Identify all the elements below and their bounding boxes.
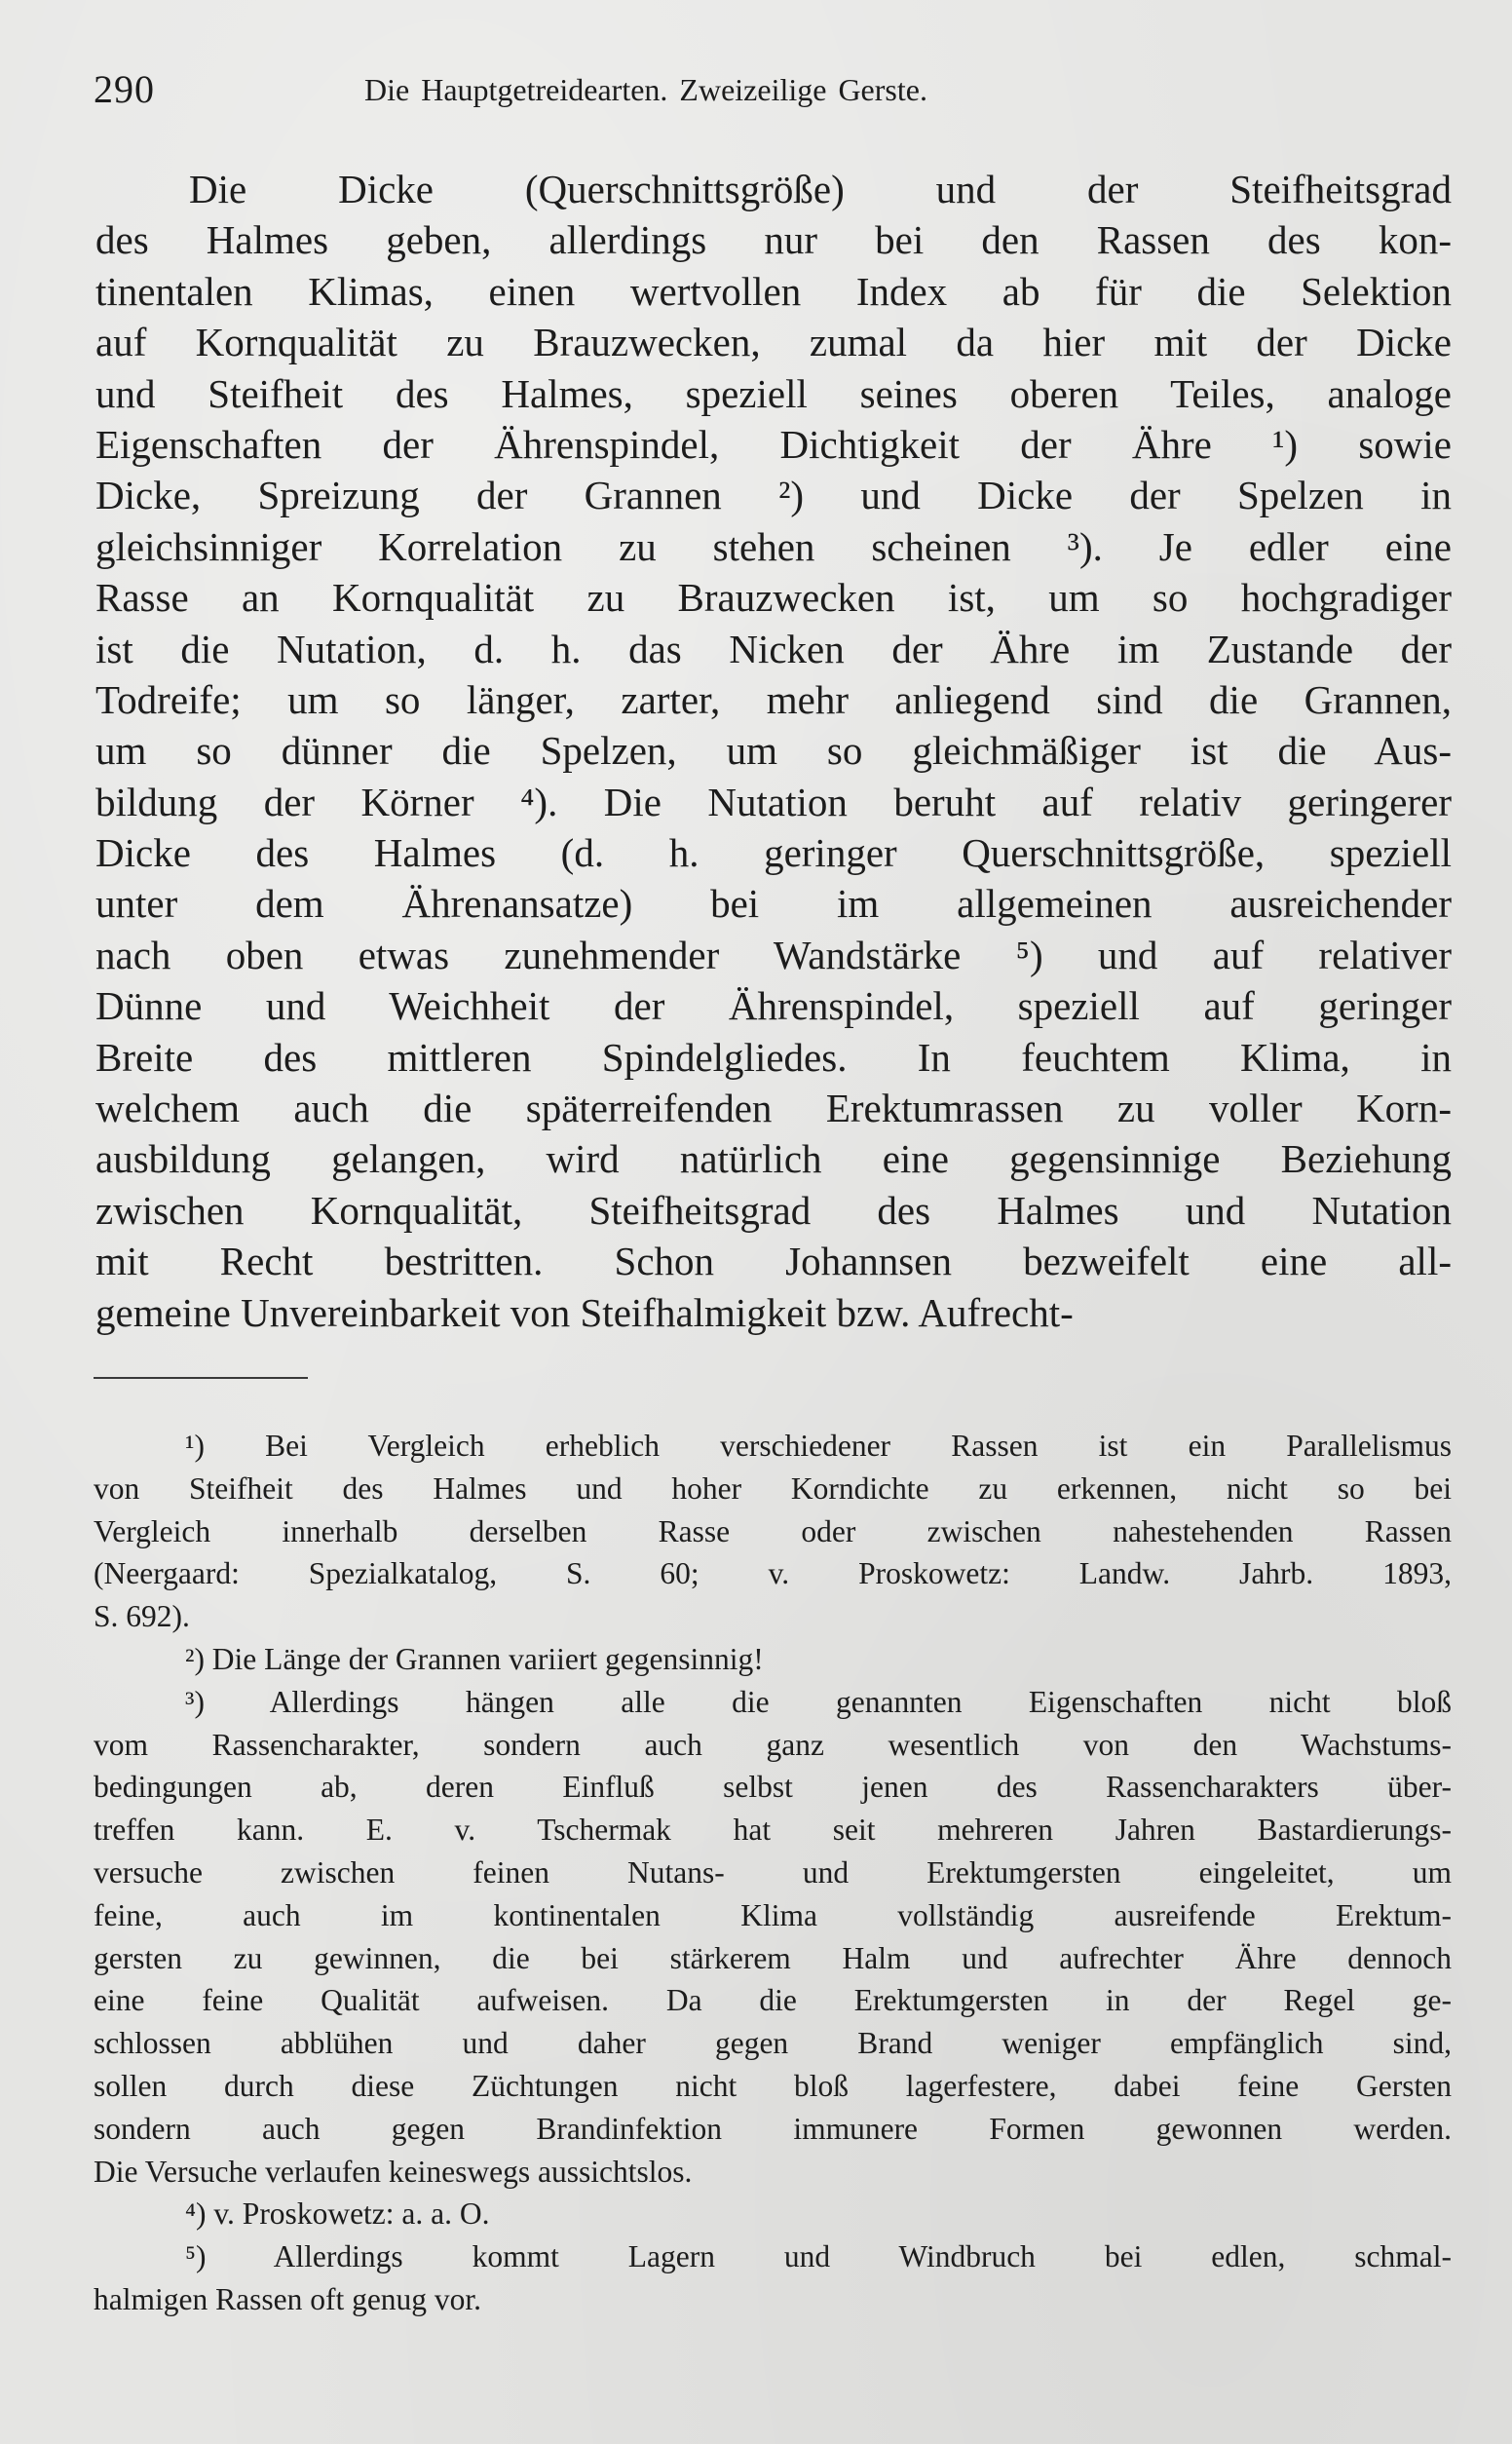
main-paragraph (95, 164, 1452, 1338)
footnote-line: ⁵) Allerdings kommt Lagern und Windbruch bei edlen, schmal- (185, 2239, 1452, 2274)
footnote-line: Vergleich innerhalb derselben Rasse oder zwischen nahestehenden Rassen (94, 1513, 1452, 1548)
footnote-line: ³) Allerdings hängen alle die genannten Eigenschaften nicht bloß (185, 1684, 1452, 1719)
footnote-line: Die Versuche verlaufen keineswegs aussichtslos. (94, 2154, 693, 2189)
body-line: Die Dicke (Querschnittsgröße) und der Steifheitsgrad (189, 167, 1452, 211)
body-line: und Steifheit des Halmes, speziell seines oberen Teiles, analoge (95, 370, 1452, 416)
body-line: welchem auch die späterreifenden Erektumrassen zu voller Korn- (95, 1086, 1452, 1131)
footnote-line: versuche zwischen feinen Nutans- und Erektumgersten eingeleitet, um (94, 1854, 1452, 1890)
body-line: Todreife; um so länger, zarter, mehr anliegend sind die Grannen, (95, 676, 1452, 722)
body-line: zwischen Kornqualität, Steifheitsgrad des Halmes und Nutation (95, 1187, 1452, 1233)
body-line: Rasse an Kornqualität zu Brauzwecken ist, um so hochgradiger (95, 575, 1452, 621)
footnote-line: sondern auch gegen Brandinfektion immunere Formen gewonnen werden. (94, 2111, 1452, 2146)
body-line: Eigenschaften der Ährenspindel, Dichtigkeit der Ähre ¹) sowie (95, 421, 1452, 467)
body-line: Breite des mittleren Spindelgliedes. In feuchtem Klima, in (95, 1034, 1452, 1080)
footnote-line: ²) Die Länge der Grannen variiert gegensinnig! (185, 1641, 764, 1676)
body-line: gleichsinniger Korrelation zu stehen scheinen ³). Je edler eine (95, 523, 1452, 569)
body-line: unter dem Ährenansatze) bei im allgemeinen ausreichender (95, 881, 1452, 927)
footnote-line: S. 692). (94, 1599, 190, 1634)
footnote-line: vom Rassencharakter, sondern auch ganz wesentlich von den Wachstums- (94, 1727, 1452, 1762)
body-line: Dicke, Spreizung der Grannen ²) und Dicke der Spelzen in (95, 473, 1452, 518)
footnote-line: ¹) Bei Vergleich erheblich verschiedener Rassen ist ein Parallelismus (185, 1429, 1452, 1463)
page-number: 290 (94, 67, 155, 111)
footnote-line: bedingungen ab, deren Einfluß selbst jenen des Rassencharakters über- (94, 1770, 1452, 1805)
body-line: mit Recht bestritten. Schon Johannsen bezweifelt eine all- (95, 1239, 1452, 1284)
body-line: gemeine Unvereinbarkeit von Steifhalmigkeit bzw. Aufrecht- (95, 1289, 1074, 1335)
footnote-line: (Neergaard: Spezialkatalog, S. 60; v. Proskowetz: Landw. Jahrb. 1893, (94, 1556, 1452, 1591)
body-line: tinentalen Klimas, einen wertvollen Index ab für die Selektion (95, 268, 1452, 314)
footnote-line: eine feine Qualität aufweisen. Da die Erektumgersten in der Regel ge- (94, 1983, 1452, 2018)
footnote-divider (94, 1377, 308, 1379)
body-line: Dünne und Weichheit der Ährenspindel, speziell auf geringer (95, 983, 1452, 1029)
footnotes (94, 1425, 1452, 2321)
body-line: ausbildung gelangen, wird natürlich eine gegensinnige Beziehung (95, 1136, 1452, 1182)
footnote-line: ⁴) v. Proskowetz: a. a. O. (185, 2196, 490, 2232)
footnote-line: gersten zu gewinnen, die bei stärkerem Halm und aufrechter Ähre dennoch (94, 1940, 1452, 1975)
footnote-line: feine, auch im kontinentalen Klima vollständig ausreifende Erektum- (94, 1897, 1452, 1932)
body-line: auf Kornqualität zu Brauzwecken, zumal da hier mit der Dicke (95, 320, 1452, 365)
body-line: um so dünner die Spelzen, um so gleichmäßiger ist die Aus- (95, 728, 1452, 774)
running-head: Die Hauptgetreidearten. Zweizeilige Gerste. (364, 72, 927, 107)
footnote-line: sollen durch diese Züchtungen nicht bloß lagerfestere, dabei feine Gersten (94, 2068, 1452, 2103)
footnote-line: halmigen Rassen oft genug vor. (94, 2281, 482, 2316)
footnote-line: treffen kann. E. v. Tschermak hat seit mehreren Jahren Bastardierungs- (94, 1813, 1452, 1848)
body-line: ist die Nutation, d. h. das Nicken der Ähre im Zustande der (95, 626, 1452, 671)
footnote-line: von Steifheit des Halmes und hoher Korndichte zu erkennen, nicht so bei (94, 1470, 1452, 1506)
body-line: Dicke des Halmes (d. h. geringer Querschnittsgröße, speziell (95, 830, 1452, 876)
body-line: bildung der Körner ⁴). Die Nutation beruht auf relativ geringerer (95, 779, 1452, 824)
footnote-line: schlossen abblühen und daher gegen Brand weniger empfänglich sind, (94, 2026, 1452, 2061)
body-line: des Halmes geben, allerdings nur bei den Rassen des kon- (95, 217, 1452, 263)
body-line: nach oben etwas zunehmender Wandstärke ⁵) und auf relativer (95, 932, 1452, 977)
page-header (94, 62, 1418, 117)
